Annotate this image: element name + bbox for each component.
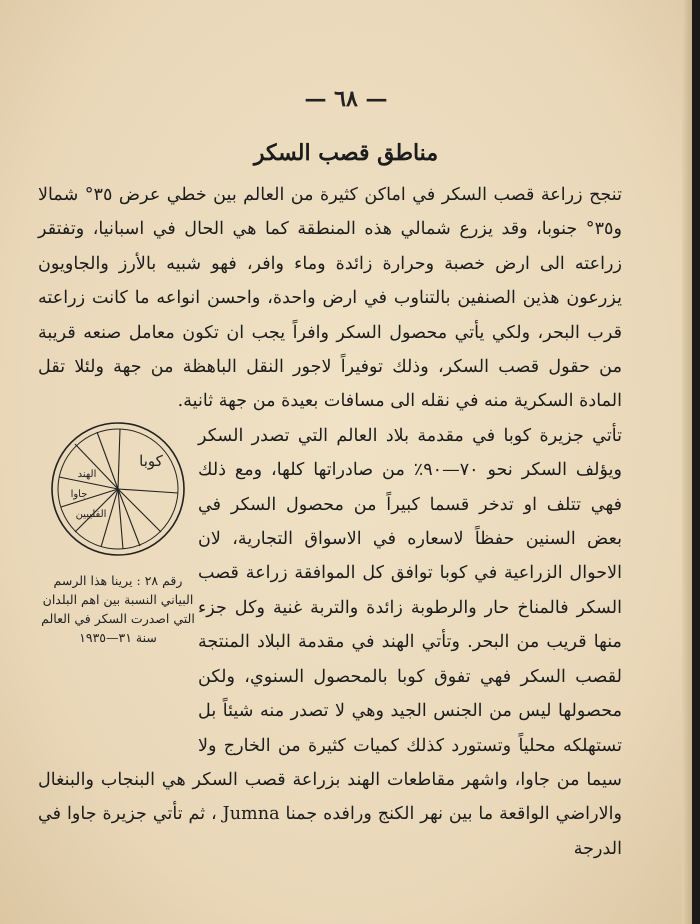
caption-line: سنة ٣١—١٩٣٥ (79, 629, 157, 645)
body-text (38, 178, 622, 866)
caption-line: رقم ٢٨ : يرينا هذا الرسم (53, 572, 183, 588)
page-number: — ٦٨ — (304, 86, 388, 112)
pie-chart-drawing (39, 419, 197, 559)
pie-label-cuba: كوبا (139, 451, 163, 470)
figure-caption (38, 571, 198, 647)
caption-line: البياني النسبة بين اهم البلدان (42, 591, 194, 607)
pie-label-java: جاوا (70, 488, 88, 500)
pie-label-india: الهند (77, 468, 97, 480)
pie-figure (38, 419, 198, 759)
pie-label-philippines: الفليبين (75, 508, 107, 520)
caption-line: التي اصدرت السكر في العالم (41, 610, 195, 626)
page-edge (682, 0, 692, 924)
section-title: مناطق قصب السكر (253, 140, 439, 166)
paragraph-2: تأتي جزيرة كوبا في مقدمة بلاد العالم التي تصدر السكر ويؤلف السكر نحو ٧٠—٩٠٪ من صادراتها كلها، ومع ذلك فهي تتلف او تدخر قسما كبيراً من محصول السكر في بعض السنين حفظاً لاسعاره في الاسواق التجارية، لان الاحوال الزراعية في كوبا توافق كل الموافقة زراعة قصب السكر فالمناخ حار والرطوبة زائدة والتربة غنية وكل جزء منها قريب من البحر. وتأتي الهند في مقدمة البلاد المنتجة لقصب السكر فهي تفوق كوبا بالمحصول السنوي، ولكن محصولها ليس من الجنس الجيد وهي لا تصدر منه شيئاً بل تستهلكه محلياً وتستورد كذلك كميات كثيرة من الخارج ولا سيما من جاوا، واشهر مقاطعات الهند بزراعة قصب السكر هي البنجاب والبنغال والاراضي الواقعة ما بين نهر الكنج ورافده جمنا Jumna ، ثم تأتي جزيرة جاوا في الدرجة (38, 425, 622, 859)
paragraph-1: تنجح زراعة قصب السكر في اماكن كثيرة من العالم بين خطي عرض ٣٥° شمالا و٣٥° جنوبا، وقد يزرع شمالي هذه المنطقة كما هي الحال في اسبانيا، وتفتقر زراعته الى ارض خصبة وحرارة زائدة وماء وافر، فهو شبيه بالأرز والجاويون يزرعون هذين الصنفين بالتناوب في ارض واحدة، واحسن انواعه ما كانت زراعته قرب البحر، ولكي يأتي محصول السكر وافراً يجب ان تكون معامل صنعه قريبة من حقول قصب السكر، وذلك توفيراً لاجور النقل الباهظة من جهة ولئلا تقل المادة السكرية منه في نقله الى مسافات بعيدة من جهة ثانية. (38, 185, 622, 412)
